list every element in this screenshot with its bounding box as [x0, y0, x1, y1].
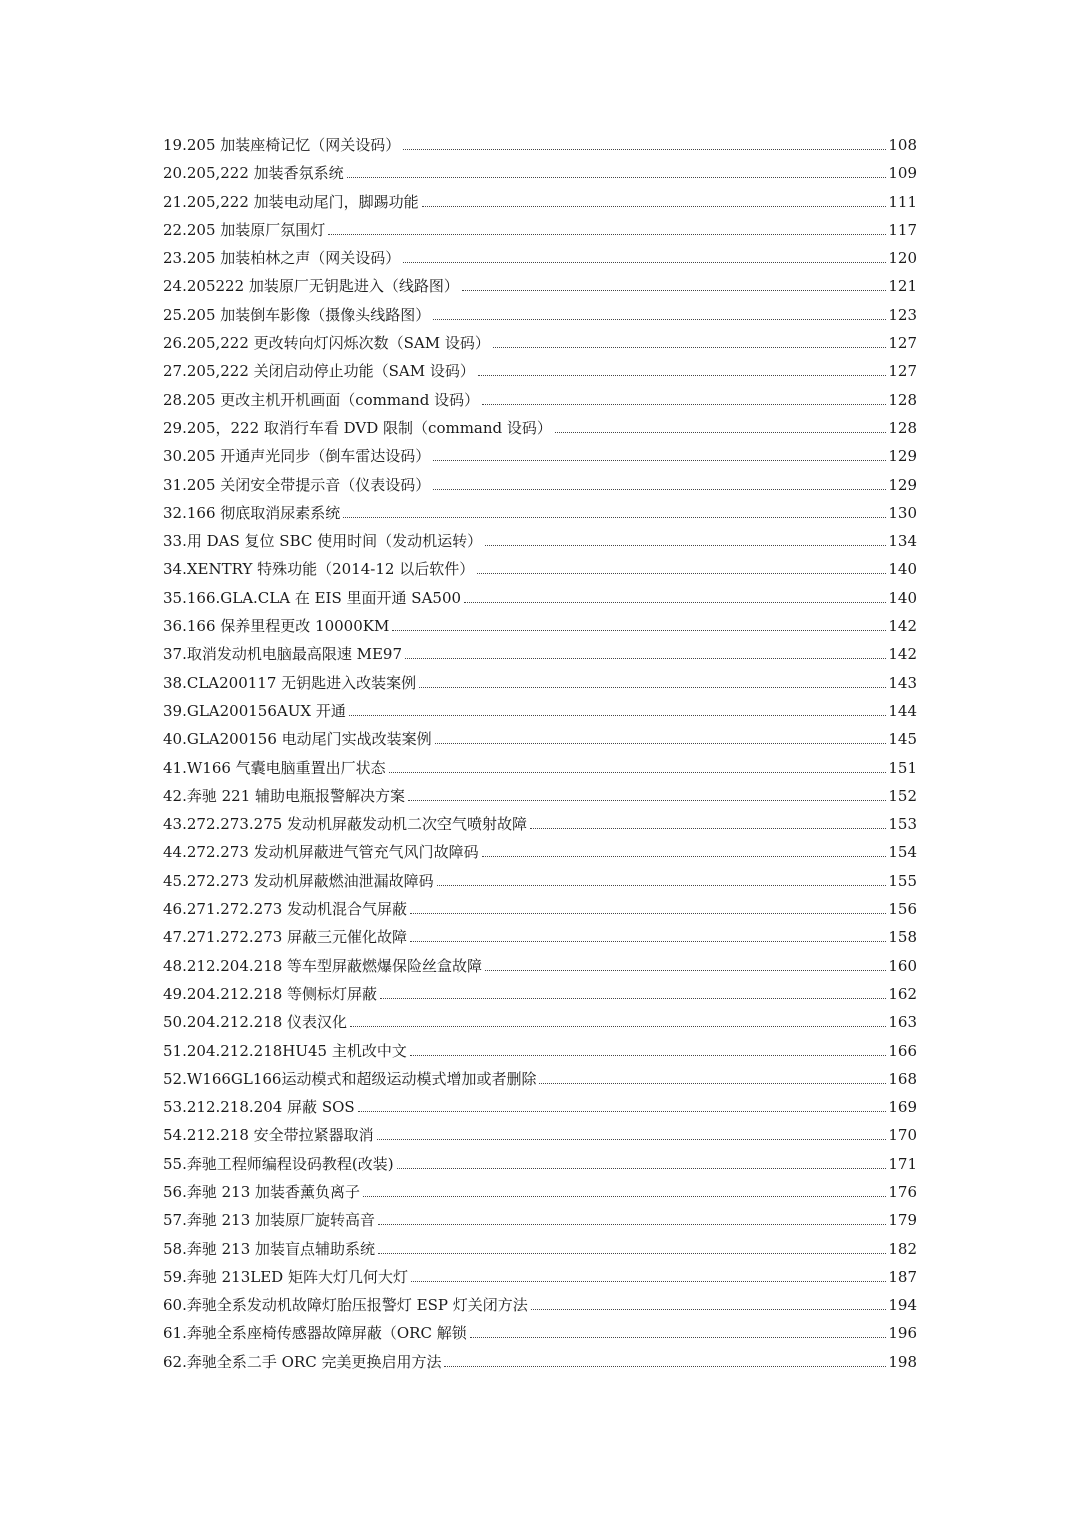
toc-entry-page-number: 134: [888, 532, 917, 551]
toc-entry: [163, 386, 917, 414]
toc-entry-title: 24.205222 加装原厂无钥匙进入（线路图）: [163, 277, 459, 296]
toc-entry-page-number: 156: [888, 900, 917, 919]
toc-entry-title: 21.205,222 加装电动尾门，脚踢功能: [163, 192, 419, 211]
toc-entry-page-number: 176: [888, 1182, 917, 1201]
toc-entry: [163, 867, 917, 895]
toc-entry: [163, 584, 917, 612]
toc-dot-leader: [350, 1025, 886, 1027]
toc-entry-page-number: 143: [888, 673, 917, 692]
toc-entry-page-number: 108: [888, 136, 917, 154]
toc-dot-leader: [485, 544, 886, 546]
toc-entry-title: 54.212.218 安全带拉紧器取消: [163, 1126, 374, 1145]
toc-entry-title: 25.205 加装倒车影像（摄像头线路图）: [163, 305, 431, 324]
toc-dot-leader: [347, 176, 887, 178]
toc-entry: [163, 725, 917, 753]
toc-entry: [163, 216, 917, 244]
toc-entry-page-number: 127: [888, 362, 917, 381]
toc-entry: [163, 1348, 917, 1376]
toc-entry: [163, 244, 917, 272]
toc-entry-page-number: 155: [888, 871, 917, 890]
toc-entry-title: 31.205 关闭安全带提示音（仪表设码）: [163, 475, 431, 494]
toc-entry-page-number: 166: [888, 1041, 917, 1060]
toc-entry-page-number: 151: [888, 758, 917, 777]
toc-entry-page-number: 160: [888, 956, 917, 975]
toc-dot-leader: [405, 657, 886, 659]
toc-dot-leader: [477, 572, 886, 574]
toc-entry: [163, 188, 917, 216]
table-of-contents: [163, 131, 917, 1376]
toc-dot-leader: [408, 799, 886, 801]
toc-dot-leader: [358, 1110, 887, 1112]
toc-entry-page-number: 196: [888, 1324, 917, 1343]
toc-entry-title: 29.205，222 取消行车看 DVD 限制（command 设码）: [163, 418, 552, 437]
toc-entry: [163, 923, 917, 951]
toc-entry-title: 58.奔驰 213 加装盲点辅助系统: [163, 1239, 376, 1258]
toc-entry-page-number: 127: [888, 334, 917, 353]
toc-entry-page-number: 169: [888, 1098, 917, 1117]
toc-dot-leader: [411, 1280, 886, 1282]
toc-entry: [163, 980, 917, 1008]
toc-entry: [163, 810, 917, 838]
toc-entry-page-number: 145: [888, 730, 917, 749]
toc-entry-page-number: 109: [888, 164, 917, 183]
toc-dot-leader: [363, 1195, 886, 1197]
toc-entry-title: 52.W166GL166运动模式和超级运动模式增加或者删除: [163, 1069, 537, 1088]
toc-entry-title: 20.205,222 加装香氛系统: [163, 164, 344, 183]
toc-dot-leader: [349, 714, 887, 716]
toc-entry-page-number: 128: [888, 418, 917, 437]
toc-entry: [163, 1093, 917, 1121]
toc-entry-title: 59.奔驰 213LED 矩阵大灯几何大灯: [163, 1267, 408, 1286]
toc-entry-page-number: 162: [888, 984, 917, 1003]
toc-dot-leader: [410, 940, 886, 942]
toc-entry-title: 55.奔驰工程师编程设码教程(改装): [163, 1154, 394, 1173]
toc-entry: [163, 1008, 917, 1036]
toc-entry-title: 51.204.212.218HU45 主机改中文: [163, 1041, 407, 1060]
toc-entry: [163, 1235, 917, 1263]
toc-entry-page-number: 179: [888, 1211, 917, 1230]
toc-dot-leader: [422, 205, 887, 207]
toc-entry: [163, 1263, 917, 1291]
toc-dot-leader: [380, 997, 886, 999]
toc-entry: [163, 1121, 917, 1149]
toc-entry-page-number: 117: [888, 220, 917, 239]
toc-dot-leader: [343, 516, 886, 518]
toc-dot-leader: [462, 289, 886, 291]
toc-entry-page-number: 130: [888, 503, 917, 522]
toc-entry-page-number: 182: [888, 1239, 917, 1258]
toc-entry: [163, 301, 917, 329]
toc-entry-page-number: 128: [888, 390, 917, 409]
toc-dot-leader: [433, 488, 886, 490]
toc-dot-leader: [410, 1054, 886, 1056]
toc-entry: [163, 782, 917, 810]
toc-entry: [163, 442, 917, 470]
toc-entry: [163, 527, 917, 555]
toc-entry: [163, 1206, 917, 1234]
toc-dot-leader: [378, 1252, 886, 1254]
toc-entry-title: 27.205,222 关闭启动停止功能（SAM 设码）: [163, 362, 475, 381]
toc-entry-title: 40.GLA200156 电动尾门实战改装案例: [163, 730, 432, 749]
toc-entry: [163, 357, 917, 385]
toc-entry: [163, 669, 917, 697]
toc-entry-title: 37.取消发动机电脑最高限速 ME97: [163, 645, 403, 664]
toc-dot-leader: [392, 629, 886, 631]
toc-dot-leader: [470, 1336, 887, 1338]
toc-entry: [163, 895, 917, 923]
toc-entry-title: 46.271.272.273 发动机混合气屏蔽: [163, 900, 408, 919]
toc-entry-title: 49.204.212.218 等侧标灯屏蔽: [163, 984, 378, 1003]
toc-entry-page-number: 168: [888, 1069, 917, 1088]
toc-entry-page-number: 129: [888, 475, 917, 494]
toc-entry-title: 28.205 更改主机开机画面（command 设码）: [163, 390, 480, 409]
toc-entry-title: 62.奔驰全系二手 ORC 完美更换启用方法: [163, 1352, 442, 1371]
toc-entry-title: 23.205 加装柏林之声（网关设码）: [163, 249, 401, 268]
toc-entry: [163, 697, 917, 725]
toc-dot-leader: [378, 1223, 886, 1225]
toc-entry: [163, 414, 917, 442]
toc-entry-page-number: 140: [888, 588, 917, 607]
toc-dot-leader: [433, 318, 886, 320]
toc-dot-leader: [328, 233, 886, 235]
toc-entry: [163, 612, 917, 640]
toc-dot-leader: [485, 969, 886, 971]
toc-entry: [163, 1178, 917, 1206]
toc-entry-page-number: 152: [888, 786, 917, 805]
toc-dot-leader: [435, 742, 887, 744]
toc-entry: [163, 499, 917, 527]
toc-dot-leader: [377, 1138, 887, 1140]
toc-dot-leader: [437, 884, 887, 886]
toc-entry-title: 47.271.272.273 屏蔽三元催化故障: [163, 928, 408, 947]
toc-entry: [163, 1319, 917, 1347]
toc-entry-title: 44.272.273 发动机屏蔽进气管充气风门故障码: [163, 843, 479, 862]
toc-dot-leader: [389, 771, 887, 773]
toc-dot-leader: [403, 261, 886, 263]
toc-entry-title: 42.奔驰 221 辅助电瓶报警解决方案: [163, 786, 406, 805]
toc-entry-page-number: 144: [888, 701, 917, 720]
toc-entry-page-number: 129: [888, 447, 917, 466]
toc-entry-title: 39.GLA200156AUX 开通: [163, 701, 346, 720]
toc-entry-title: 34.XENTRY 特殊功能（2014-12 以后软件）: [163, 560, 475, 579]
toc-entry-page-number: 171: [888, 1154, 917, 1173]
toc-entry-page-number: 120: [888, 249, 917, 268]
toc-entry-title: 22.205 加装原厂氛围灯: [163, 220, 326, 239]
toc-entry-page-number: 163: [888, 1013, 917, 1032]
toc-entry-title: 57.奔驰 213 加装原厂旋转高音: [163, 1211, 376, 1230]
toc-dot-leader: [478, 374, 886, 376]
toc-entry: [163, 838, 917, 866]
toc-entry-title: 35.166.GLA.CLA 在 EIS 里面开通 SA500: [163, 588, 462, 607]
toc-entry-title: 33.用 DAS 复位 SBC 使用时间（发动机运转）: [163, 532, 483, 551]
toc-dot-leader: [403, 148, 886, 150]
toc-entry-page-number: 194: [888, 1296, 917, 1315]
toc-entry-title: 30.205 开通声光同步（倒车雷达设码）: [163, 447, 431, 466]
toc-entry: [163, 329, 917, 357]
toc-dot-leader: [482, 855, 887, 857]
toc-dot-leader: [464, 601, 886, 603]
toc-entry-page-number: 154: [888, 843, 917, 862]
toc-entry-page-number: 111: [888, 192, 917, 211]
toc-entry-title: 56.奔驰 213 加装香薰负离子: [163, 1182, 361, 1201]
toc-entry: [163, 1150, 917, 1178]
toc-entry: [163, 1065, 917, 1093]
toc-dot-leader: [530, 827, 886, 829]
toc-dot-leader: [444, 1365, 886, 1367]
toc-entry-title: 45.272.273 发动机屏蔽燃油泄漏故障码: [163, 871, 434, 890]
toc-entry-title: 41.W166 气囊电脑重置出厂状态: [163, 758, 386, 777]
toc-dot-leader: [433, 459, 886, 461]
toc-entry: [163, 131, 917, 159]
toc-dot-leader: [410, 912, 886, 914]
toc-entry-title: 26.205,222 更改转向灯闪烁次数（SAM 设码）: [163, 334, 490, 353]
toc-dot-leader: [419, 686, 886, 688]
toc-entry: [163, 555, 917, 583]
toc-dot-leader: [397, 1167, 887, 1169]
toc-entry-page-number: 170: [888, 1126, 917, 1145]
toc-entry-page-number: 121: [888, 277, 917, 296]
toc-entry-title: 38.CLA200117 无钥匙进入改装案例: [163, 673, 417, 692]
toc-entry-title: 43.272.273.275 发动机屏蔽发动机二次空气喷射故障: [163, 815, 528, 834]
toc-entry-title: 36.166 保养里程更改 10000KM: [163, 617, 390, 636]
toc-entry-title: 53.212.218.204 屏蔽 SOS: [163, 1098, 355, 1117]
toc-entry-page-number: 187: [888, 1267, 917, 1286]
toc-entry: [163, 640, 917, 668]
toc-entry: [163, 1037, 917, 1065]
toc-entry: [163, 272, 917, 300]
toc-dot-leader: [493, 346, 886, 348]
toc-entry-title: 32.166 彻底取消尿素系统: [163, 503, 341, 522]
toc-entry-title: 61.奔驰全系座椅传感器故障屏蔽（ORC 解锁: [163, 1324, 467, 1343]
toc-entry: [163, 1291, 917, 1319]
toc-entry-title: 60.奔驰全系发动机故障灯胎压报警灯 ESP 灯关闭方法: [163, 1296, 528, 1315]
toc-entry-page-number: 198: [888, 1352, 917, 1371]
toc-entry-page-number: 142: [888, 645, 917, 664]
toc-entry: [163, 471, 917, 499]
toc-entry-page-number: 158: [888, 928, 917, 947]
toc-entry-page-number: 123: [888, 305, 917, 324]
toc-dot-leader: [539, 1082, 886, 1084]
toc-dot-leader: [482, 403, 886, 405]
toc-entry: [163, 159, 917, 187]
toc-entry-page-number: 142: [888, 617, 917, 636]
toc-entry: [163, 952, 917, 980]
toc-dot-leader: [555, 431, 886, 433]
toc-entry-title: 19.205 加装座椅记忆（网关设码）: [163, 136, 401, 154]
toc-entry-title: 48.212.204.218 等车型屏蔽燃爆保险丝盒故障: [163, 956, 483, 975]
toc-dot-leader: [531, 1308, 887, 1310]
toc-entry-title: 50.204.212.218 仪表汉化: [163, 1013, 348, 1032]
toc-entry-page-number: 140: [888, 560, 917, 579]
toc-entry-page-number: 153: [888, 815, 917, 834]
toc-entry: [163, 754, 917, 782]
